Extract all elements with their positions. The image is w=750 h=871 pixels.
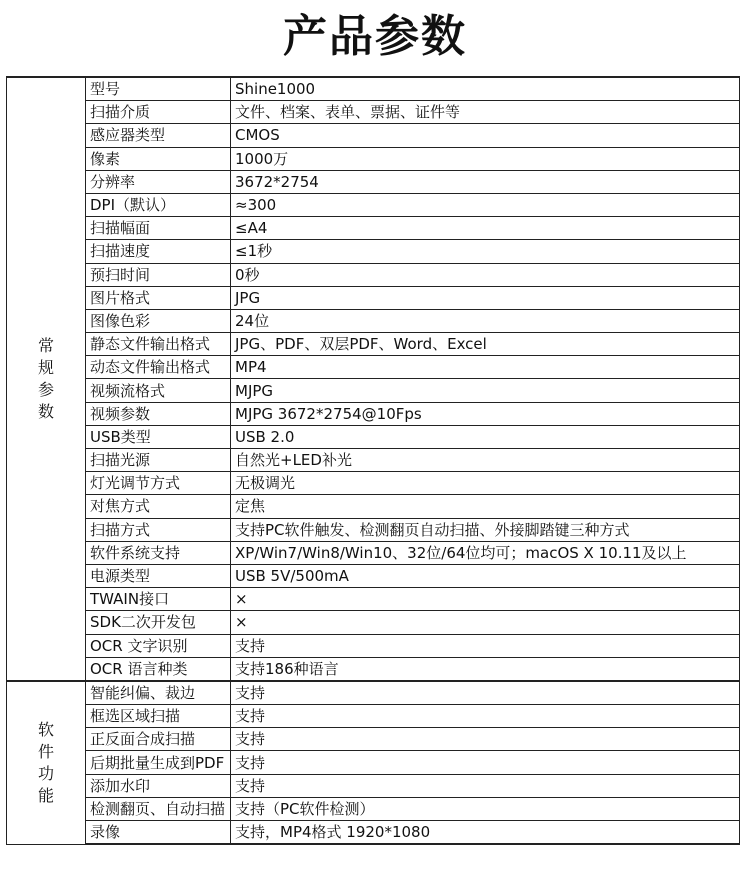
param-name: TWAIN接口 [86,588,231,611]
table-row [7,240,740,263]
table-row [7,472,740,495]
table-row [7,124,740,147]
table-row [7,705,740,728]
param-value: 文件、档案、表单、票据、证件等 [231,101,740,124]
table-row [7,217,740,240]
param-value: JPG [231,286,740,309]
param-name: 正反面合成扫描 [86,728,231,751]
table-row [7,309,740,332]
category-cell [7,681,86,844]
table-row [7,541,740,564]
param-value: ≤1秒 [231,240,740,263]
param-value: MP4 [231,356,740,379]
param-name: 软件系统支持 [86,541,231,564]
param-name: 智能纠偏、裁边 [86,681,231,705]
param-name: SDK二次开发包 [86,611,231,634]
table-row [7,588,740,611]
param-name: 录像 [86,821,231,845]
param-name: 预扫时间 [86,263,231,286]
table-row [7,681,740,705]
param-value: ≈300 [231,193,740,216]
param-value: 自然光+LED补光 [231,449,740,472]
table-row [7,728,740,751]
param-value: USB 2.0 [231,425,740,448]
spec-table [6,76,740,845]
table-row [7,821,740,845]
param-name: OCR 语言种类 [86,657,231,681]
param-name: 视频参数 [86,402,231,425]
param-value: 支持 [231,634,740,657]
param-name: 后期批量生成到PDF [86,751,231,774]
param-value: 支持 [231,774,740,797]
table-row [7,333,740,356]
param-name: 静态文件输出格式 [86,333,231,356]
category-label: 常规参数 [37,335,54,421]
param-name: 添加水印 [86,774,231,797]
param-name: 电源类型 [86,564,231,587]
table-row [7,751,740,774]
param-value: 支持 [231,728,740,751]
table-row [7,518,740,541]
table-row [7,286,740,309]
param-value: XP/Win7/Win8/Win10、32位/64位均可；macOS X 10.11及以上 [231,541,740,564]
table-row [7,193,740,216]
param-name: 扫描速度 [86,240,231,263]
spec-table-body [7,77,740,844]
table-row [7,564,740,587]
param-name: 扫描幅面 [86,217,231,240]
table-row [7,495,740,518]
table-row [7,634,740,657]
param-name: 像素 [86,147,231,170]
category-cell [7,77,86,681]
param-value: 支持 [231,681,740,705]
table-row [7,449,740,472]
param-value: MJPG 3672*2754@10Fps [231,402,740,425]
param-name: 动态文件输出格式 [86,356,231,379]
param-name: 扫描方式 [86,518,231,541]
param-value: × [231,611,740,634]
param-value: × [231,588,740,611]
param-value: 无极调光 [231,472,740,495]
param-name: DPI（默认） [86,193,231,216]
param-name: USB类型 [86,425,231,448]
param-value: 定焦 [231,495,740,518]
param-value: CMOS [231,124,740,147]
category-label: 软件功能 [37,719,54,805]
param-name: 感应器类型 [86,124,231,147]
table-row [7,797,740,820]
param-name: 分辨率 [86,170,231,193]
param-name: 视频流格式 [86,379,231,402]
param-value: 3672*2754 [231,170,740,193]
param-name: 扫描光源 [86,449,231,472]
param-value: USB 5V/500mA [231,564,740,587]
table-row [7,356,740,379]
table-row [7,77,740,101]
table-row [7,379,740,402]
param-value: 支持PC软件触发、检测翻页自动扫描、外接脚踏键三种方式 [231,518,740,541]
param-name: 灯光调节方式 [86,472,231,495]
table-row [7,774,740,797]
param-value: 支持（PC软件检测） [231,797,740,820]
param-value: 1000万 [231,147,740,170]
param-value: JPG、PDF、双层PDF、Word、Excel [231,333,740,356]
table-row [7,402,740,425]
param-value: 支持186种语言 [231,657,740,681]
param-value: 支持，MP4格式 1920*1080 [231,821,740,845]
param-name: 对焦方式 [86,495,231,518]
table-row [7,147,740,170]
param-value: Shine1000 [231,77,740,101]
param-value: ≤A4 [231,217,740,240]
param-name: 图像色彩 [86,309,231,332]
param-name: 型号 [86,77,231,101]
param-name: OCR 文字识别 [86,634,231,657]
table-row [7,425,740,448]
param-value: 支持 [231,705,740,728]
table-row [7,170,740,193]
table-row [7,657,740,681]
page-title: 产品参数 [283,11,467,62]
param-name: 框选区域扫描 [86,705,231,728]
param-value: MJPG [231,379,740,402]
table-row [7,263,740,286]
table-row [7,101,740,124]
param-value: 0秒 [231,263,740,286]
param-value: 支持 [231,751,740,774]
param-name: 扫描介质 [86,101,231,124]
param-name: 图片格式 [86,286,231,309]
param-value: 24位 [231,309,740,332]
table-row [7,611,740,634]
param-name: 检测翻页、自动扫描 [86,797,231,820]
